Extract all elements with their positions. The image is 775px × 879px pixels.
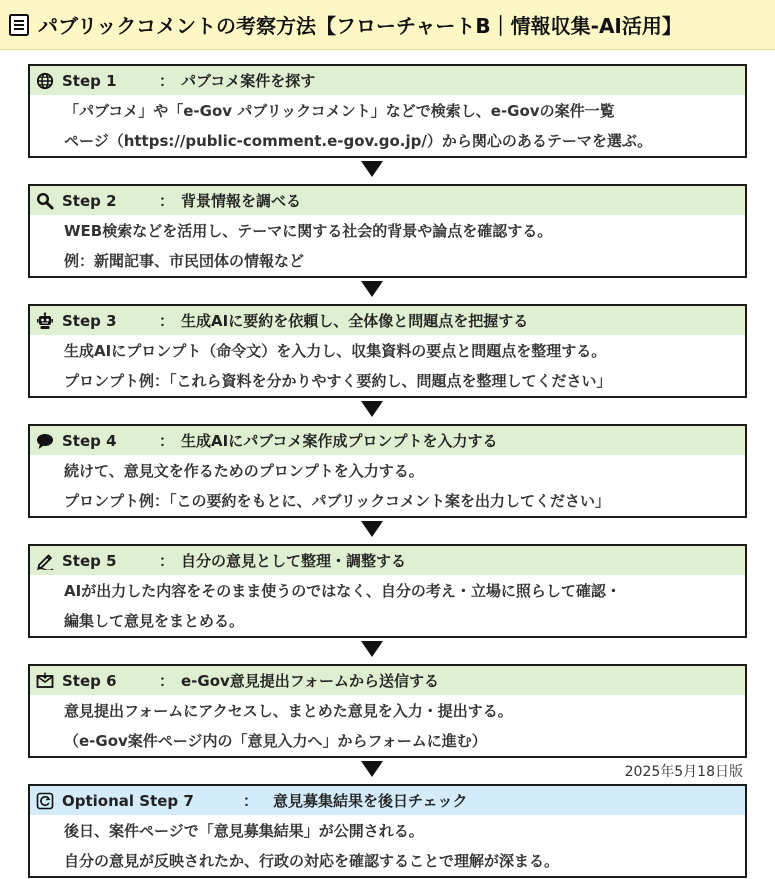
step-label: Step 5: [62, 551, 117, 570]
step-4-box: [28, 424, 747, 518]
search-icon: [36, 192, 54, 210]
step-text-line: 生成AIにプロンプト（命令文）を入力し、収集資料の要点と問題点を整理する。: [64, 342, 607, 360]
step-label: Step 6: [62, 671, 117, 690]
robot-icon: [36, 312, 54, 330]
flow-arrow-down: [361, 281, 383, 297]
globe-icon: [36, 72, 54, 90]
step-5-box: [28, 544, 747, 638]
step-2-header: [30, 186, 745, 215]
step-2-box: [28, 184, 747, 278]
flow-arrow-down: [361, 401, 383, 417]
step-title: 意見募集結果を後日チェック: [273, 792, 468, 810]
memo-icon: [6, 12, 32, 38]
step-colon: ：: [159, 312, 175, 330]
step-title: 生成AIに要約を依頼し、全体像と問題点を把握する: [181, 312, 529, 330]
flow-arrow-down: [361, 161, 383, 177]
step-6-body: [30, 695, 745, 756]
step-3-header: [30, 306, 745, 335]
step-1-header: [30, 66, 745, 95]
step-text-line: （e-Gov案件ページ内の「意見入力へ」からフォームに進む）: [64, 732, 487, 750]
step-5-header: [30, 546, 745, 575]
step-label: Step 3: [62, 311, 117, 330]
step-text-line: 後日、案件ページで「意見募集結果」が公開される。: [64, 822, 424, 840]
step-label: Step 1: [62, 71, 117, 90]
step-colon: ：: [159, 192, 175, 210]
step-6-header: [30, 666, 745, 695]
step-text-line: WEB検索などを活用し、テーマに関する社会的背景や論点を確認する。: [64, 222, 553, 240]
step-label: Step 4: [62, 431, 117, 450]
step-label: Step 2: [62, 191, 117, 210]
step-colon: ：: [159, 672, 175, 690]
step-2-body: [30, 215, 745, 276]
step-3-box: [28, 304, 747, 398]
step-3-body: [30, 335, 745, 396]
envelope-icon: [36, 672, 54, 690]
step-colon: ：: [159, 552, 175, 570]
step-title: 生成AIにパブコメ案作成プロンプトを入力する: [181, 432, 498, 450]
step-1-box: [28, 64, 747, 158]
step-1-body: [30, 95, 745, 156]
step-text-line: AIが出力した内容をそのまま使うのではなく、自分の考え・立場に照らして確認・: [64, 582, 621, 600]
optional-step-7-box: [28, 784, 747, 878]
step-6-box: [28, 664, 747, 758]
step-4-header: [30, 426, 745, 455]
step-text-line: 編集して意見をまとめる。: [64, 612, 245, 630]
step-title: 自分の意見として整理・調整する: [181, 552, 407, 570]
page-title: パブリックコメントの考察方法【フローチャートB｜情報収集-AI活用】: [38, 14, 682, 38]
step-text-line: ページ（https://public-comment.e-gov.go.jp/）から関心のあるテーマを選ぶ。: [64, 132, 653, 150]
flow-arrow-down: [361, 761, 383, 777]
title-bar: [0, 0, 775, 50]
optional-step-header: [30, 786, 745, 815]
step-text-line: 意見提出フォームにアクセスし、まとめた意見を入力・提出する。: [64, 702, 513, 720]
flow-arrow-down: [361, 641, 383, 657]
step-title: パブコメ案件を探す: [181, 72, 316, 90]
step-text-line: プロンプト例：「この要約をもとに、パブリックコメント案を出力してください」: [64, 492, 611, 510]
step-title: 背景情報を調べる: [181, 192, 302, 210]
step-colon: ：: [159, 72, 175, 90]
step-text-line: 自分の意見が反映されたか、行政の対応を確認することで理解が深まる。: [64, 852, 560, 870]
step-label: Optional Step 7: [62, 791, 194, 810]
optional-step-body: [30, 815, 745, 876]
step-text-line: プロンプト例：「これら資料を分かりやすく要約し、問題点を整理してください」: [64, 372, 612, 390]
step-colon: ：: [243, 792, 259, 810]
flow-arrow-down: [361, 521, 383, 537]
step-4-body: [30, 455, 745, 516]
step-text-line: 「パブコメ」や「e-Gov パブリックコメント」などで検索し、e-Govの案件一覧: [64, 102, 615, 120]
pen-icon: [36, 552, 54, 570]
step-colon: ：: [159, 432, 175, 450]
step-text-line: 例：新聞記事、市民団体の情報など: [64, 252, 305, 270]
step-5-body: [30, 575, 745, 636]
step-text-line: 続けて、意見文を作るためのプロンプトを入力する。: [64, 462, 424, 480]
step-title: e-Gov意見提出フォームから送信する: [181, 672, 440, 690]
speech-bubble-icon: [36, 432, 54, 450]
version-date: 2025年5月18日版: [624, 764, 743, 780]
refresh-icon: [36, 792, 54, 810]
